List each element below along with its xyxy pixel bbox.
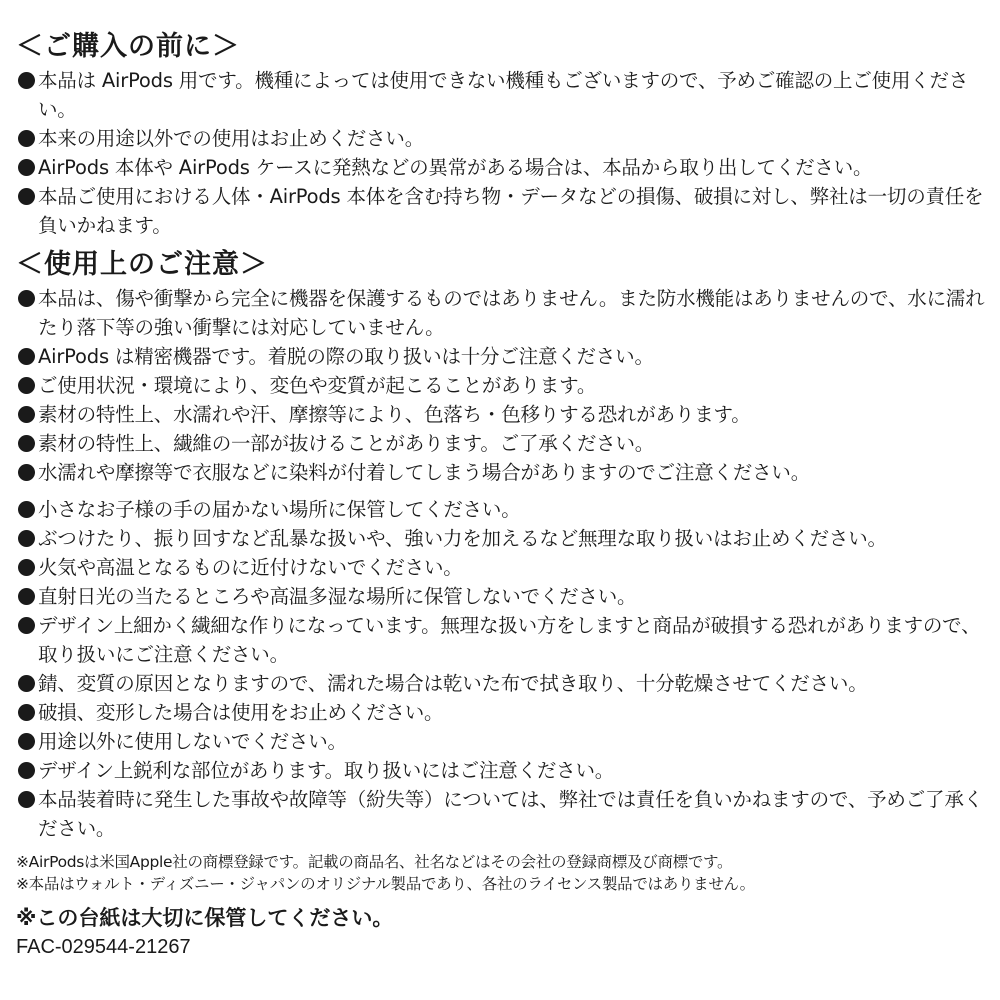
list-item: 本品ご使用における人体・AirPods 本体を含む持ち物・データなどの損傷、破損に対し、弊社は一切の責任を負いかねます。 [16,182,988,240]
list-item: 素材の特性上、水濡れや汗、摩擦等により、色落ち・色移りする恐れがあります。 [16,400,988,429]
list-item: 直射日光の当たるところや高温多湿な場所に保管しないでください。 [16,582,988,611]
list-item: 本来の用途以外での使用はお止めください。 [16,124,988,153]
list-item: 本品装着時に発生した事故や故障等（紛失等）については、弊社では責任を負いかねますので、予めご了承ください。 [16,785,988,843]
list-gap [16,487,988,495]
instruction-sheet [16,30,988,961]
list-item: AirPods 本体や AirPods ケースに発熱などの異常がある場合は、本品から取り出してください。 [16,153,988,182]
list-item: ご使用状況・環境により、変色や変質が起こることがあります。 [16,371,988,400]
list-item: 破損、変形した場合は使用をお止めください。 [16,698,988,727]
product-code: FAC-029544-21267 [16,936,191,958]
list-item: AirPods は精密機器です。着脱の際の取り扱いは十分ご注意ください。 [16,342,988,371]
trademark-note: ※AirPodsは米国Apple社の商標登録です。記載の商品名、社名などはその会社の登録商標及び商標です。 [16,853,733,871]
before-purchase-list [16,66,988,240]
list-item: ぶつけたり、振り回すなど乱暴な扱いや、強い力を加えるなど無理な取り扱いはお止めください。 [16,524,988,553]
list-item: 火気や高温となるものに近付けないでください。 [16,553,988,582]
list-item: 用途以外に使用しないでください。 [16,727,988,756]
list-item: 素材の特性上、繊維の一部が抜けることがあります。ご了承ください。 [16,429,988,458]
list-item: 小さなお子様の手の届かない場所に保管してください。 [16,495,988,524]
usage-cautions-list-1 [16,284,988,487]
before-purchase-heading: ＜ご購入の前に＞ [16,31,240,62]
license-note: ※本品はウォルト・ディズニー・ジャパンのオリジナル製品であり、各社のライセンス製品ではありません。 [16,875,755,893]
list-item: 水濡れや摩擦等で衣服などに染料が付着してしまう場合がありますのでご注意ください。 [16,458,988,487]
list-item: 本品は、傷や衝撃から完全に機器を保護するものではありません。また防水機能はありませんので、水に濡れたり落下等の強い衝撃には対応していません。 [16,284,988,342]
trademark-notes [16,851,988,895]
list-item: 錆、変質の原因となりますので、濡れた場合は乾いた布で拭き取り、十分乾燥させてください。 [16,669,988,698]
list-item: デザイン上鋭利な部位があります。取り扱いにはご注意ください。 [16,756,988,785]
keep-notice: ※この台紙は大切に保管してください。 [16,906,394,930]
list-item: 本品は AirPods 用です。機種によっては使用できない機種もございますので、予めご確認の上ご使用ください。 [16,66,988,124]
usage-cautions-list-2 [16,495,988,843]
usage-cautions-heading: ＜使用上のご注意＞ [16,249,268,280]
list-item: デザイン上細かく繊細な作りになっています。無理な扱い方をしますと商品が破損する恐れがありますので、取り扱いにご注意ください。 [16,611,988,669]
